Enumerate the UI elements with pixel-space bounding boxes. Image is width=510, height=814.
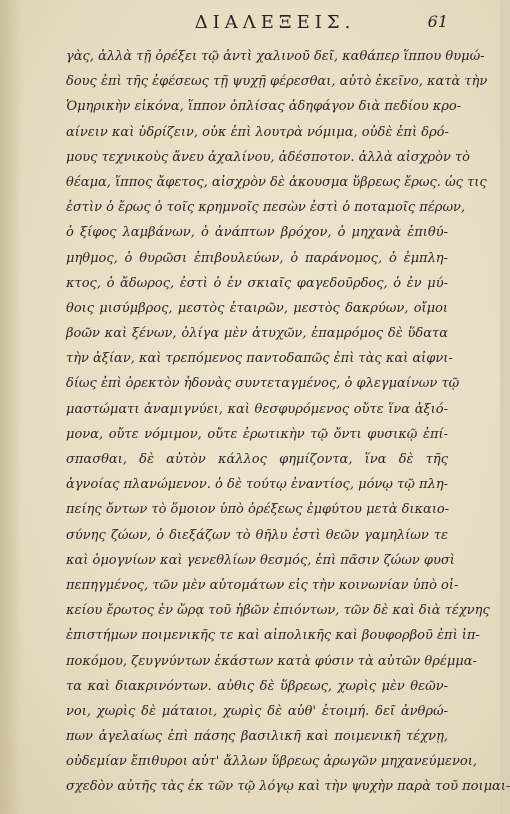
text-line: ποκόμου, ζευγνύντων ἑκάστων κατὰ φύσιν τὰ αὐτῶν θρέμμα- [66,653,477,669]
text-line: Ὁμηρικὴν εἰκόνα, ἵππον ὁπλίσας ἀδηφάγον διὰ πεδίου κρο- [66,99,462,115]
text-line: νοι, χωρὶς δὲ μάταιοι, χωρὶς δὲ αὐθ' ἑτοιμή. δεῖ ἀνθρώ- [66,703,448,719]
text-line: οὐδεμίαν ἔπιθυροι αὐτ' ἄλλων ὕβρεως ἀρωγῶν μηχανεύμενοι, [66,754,477,770]
text-line: μηθμος, ὁ θυρῶσι ἐπιβουλεύων, ὁ παράνομος, ὁ ἐμπλη- [66,250,448,266]
text-line: σπασθαι, δὲ αὐτὸν κάλλος φημίζοντα, ἵνα δὲ τῆς [66,452,448,467]
text-line: κτος, ὁ ἄδωρος, ἐστὶ ὁ ἐν σκιαῖς φαγεδοῦρδος, ὁ ἐν μύ- [66,275,448,291]
text-line: ἀγνοίας πλανώμενον. ὁ δὲ τούτῳ ἐναντίος, μόνῳ τῷ πλη- [66,477,448,493]
text-line: κείου ἔρωτος ἐν ὥρᾳ τοῦ ἡβῶν ἐπιόντων, τῶν δὲ καὶ διὰ τέχνης [66,603,490,619]
page-gutter-shadow [0,0,22,814]
text-line: μους τεχνικοὺς ἄνευ ἀχαλίνου, ἀδέσποτον. ἀλλὰ αἰσχρὸν τὸ [66,149,470,165]
text-line: μονα, οὔτε νόμιμον, οὔτε ἐρωτικὴν τῷ ὄντι φυσικῷ ἐπί- [66,426,448,442]
text-line: αίνειν καὶ ὑδρίζειν, οὐκ ἐπὶ λουτρὰ νόμιμα, οὐδὲ ἐπὶ δρό- [66,124,449,140]
text-block [66,44,510,800]
text-line: πων ἀγελαίως ἐπὶ πάσης βασιλικῆ καὶ ποιμενικῆ τέχνῃ, [66,729,448,745]
text-line: καὶ ὁμογνίων καὶ γενεθλίων θεσμός, ἐπὶ πᾶσιν ζώων φυσὶ [66,552,455,568]
text-line: δίως ἐπὶ ὀρεκτὸν ἡδονὰς συντεταγμένος, ὁ φλεγμαίνων τῷ [66,376,460,392]
text-line: βοῶν καὶ ξένων, ὀλίγα μὲν ἀτυχῶν, ἐπαμρόμος δὲ ὕδατα [66,326,448,342]
text-line: σχεδὸν αὐτῆς τὰς ἐκ τῶν τῷ λόγῳ καὶ τὴν ψυχὴν παρὰ τοῦ ποιμαι- [66,779,510,795]
text-line: γὰς, ἀλλὰ τῇ ὀρέξει τῷ ἀντὶ χαλινοῦ δεῖ, καθάπερ ἵππου θυμώ- [66,49,485,64]
text-line: σύνης ζώων, ὁ διεξάζων τὸ θῆλυ ἐστὶ θεῶν γαμηλίων τε [66,527,448,543]
running-title: ΔΙΑΛΕΞΕΙΣ. [194,12,356,33]
text-line: θοις μισύμβρος, μεστὸς ἑταιρῶν, μεστὸς δακρύων, οἴμοι [66,300,448,316]
text-line: ἐστὶν ὁ ἔρως ὁ τοῖς κρημνοῖς πεσὼν ἐστὶ ὁ ποταμοῖς πέρων, [66,200,466,216]
text-line: ἐπιστήμων ποιμενικῆς τε καὶ αἰπολικῆς καὶ βουφορβοῦ ἐπὶ ἱπ- [66,628,480,644]
text-line: δους ἐπὶ τῆς ἐφέσεως τῇ ψυχῇ φέρεσθαι, αὐτὸ ἐκεῖνο, κατὰ τὴν [66,74,488,90]
text-line: μαστώματι ἀναμιγνύει, καὶ θεσφυρόμενος οὔτε ἵνα ἀξιό- [66,401,448,417]
text-line: τα καὶ διακρινόντων. αὐθις δὲ ὕβρεως, χωρὶς μὲν θεῶν- [66,678,448,694]
text-line: πεπηγμένος, τῶν μὲν αὐτομάτων εἰς τὴν κοινωνίαν ὑπὸ οἰ- [66,577,459,593]
page-number: 61 [427,12,448,31]
text-line: ὁ ξίφος λαμβάνων, ὁ ἀνάπτων βρόχον, ὁ μηχανὰ ἐπιθύ- [66,225,448,241]
text-line: τὴν ἀξίαν, καὶ τρεπόμενος παντοδαπῶς ἐπὶ τὰς καὶ αἰφνι- [66,351,453,367]
text-line: πείης ὄντων τὸ ὅμοιον ὑπὸ ὀρέξεως ἐμφύτου μετὰ δικαιο- [66,502,450,518]
text-line: θέαμα, ἵππος ἄφετος, αἰσχρὸν δὲ ἀκουσμα ὕβρεως ἔρως. ὡς τις [66,174,487,190]
